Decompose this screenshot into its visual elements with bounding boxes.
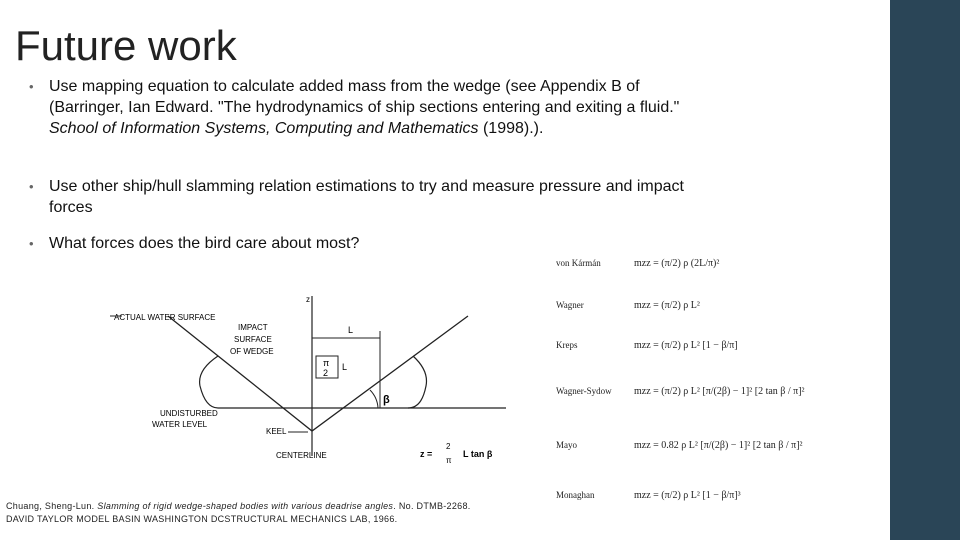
bullet-item <box>29 76 689 139</box>
formula-name: Wagner <box>556 300 584 310</box>
z-equation-post: L tan β <box>463 449 493 459</box>
figure-citation <box>6 500 476 526</box>
actual-surface-label: ACTUAL WATER SURFACE <box>114 313 216 322</box>
formula-row <box>552 340 862 370</box>
keel-label: KEEL <box>266 427 287 436</box>
z-equation-num: 2 <box>446 442 451 451</box>
citation-title: Slamming of rigid wedge-shaped bodies with various deadrise angles <box>97 501 394 511</box>
bullet-item: • What forces does the bird care about most? <box>29 233 359 254</box>
water-jet-right <box>408 356 426 408</box>
formula-name: Kreps <box>556 340 578 350</box>
bullet-text: Use mapping equation to calculate added mass from the wedge (see Appendix B of (Barringer, Ian Edward. "The hydrodynamics of ship sections entering and exiting a fluid." <box>49 78 680 116</box>
bullet-text-italic: School of Information Systems, Computing and Mathematics <box>49 120 479 137</box>
beta-label: β <box>383 394 390 406</box>
undisturbed-label-1: UNDISTURBED <box>160 409 218 418</box>
formula-expression: mzz = (π/2) ρ (2L/π)² <box>634 258 720 269</box>
centerline-label: CENTERLINE <box>276 451 327 460</box>
formula-expression: mzz = (π/2) ρ L² [1 − β/π] <box>634 340 738 351</box>
impact-label-1: IMPACT <box>238 323 268 332</box>
side-accent-bar <box>890 0 960 540</box>
formula-row <box>552 386 862 416</box>
citation-text: . No. DTMB-2268. DAVID TAYLOR MODEL BASIN WASHINGTON DCSTRUCTURAL MECHANICS LAB, 1966. <box>6 501 471 524</box>
citation-text: Chuang, Sheng-Lun. <box>6 501 98 511</box>
beta-arc <box>370 390 378 408</box>
pi-half-den: 2 <box>323 368 329 378</box>
bullet-text: (1998).). <box>478 120 544 137</box>
wedge-impact-diagram <box>108 286 513 486</box>
formula-row <box>552 300 862 330</box>
l-dimension-label: L <box>348 325 354 335</box>
formula-expression: mzz = (π/2) ρ L² <box>634 300 700 311</box>
formula-name: Monaghan <box>556 490 595 500</box>
impact-label-2: SURFACE <box>234 335 272 344</box>
formula-row <box>552 490 862 520</box>
formula-table <box>552 250 862 510</box>
impact-label-3: OF WEDGE <box>230 347 274 356</box>
undisturbed-label-2: WATER LEVEL <box>152 420 208 429</box>
formula-expression: mzz = (π/2) ρ L² [π/(2β) − 1]² [2 tan β / π]² <box>634 386 805 397</box>
z-equation-pre: z = <box>420 449 433 459</box>
l-small-label: L <box>342 362 348 372</box>
formula-name: Mayo <box>556 440 577 450</box>
formula-row <box>552 440 862 470</box>
water-jet-left <box>200 356 218 408</box>
z-axis-label: z <box>306 295 310 304</box>
formula-expression: mzz = 0.82 ρ L² [π/(2β) − 1]² [2 tan β / π]² <box>634 440 803 451</box>
formula-name: Wagner-Sydow <box>556 386 612 396</box>
formula-row <box>552 258 862 288</box>
bullet-item: • Use other ship/hull slamming relation estimations to try and measure pressure and impact forces <box>29 176 689 218</box>
formula-name: von Kármán <box>556 258 601 268</box>
pi-half-num: π <box>323 358 330 368</box>
formula-expression: mzz = (π/2) ρ L² [1 − β/π]³ <box>634 490 741 501</box>
slide-title: Future work <box>15 22 237 69</box>
z-equation-den: π <box>446 456 452 465</box>
